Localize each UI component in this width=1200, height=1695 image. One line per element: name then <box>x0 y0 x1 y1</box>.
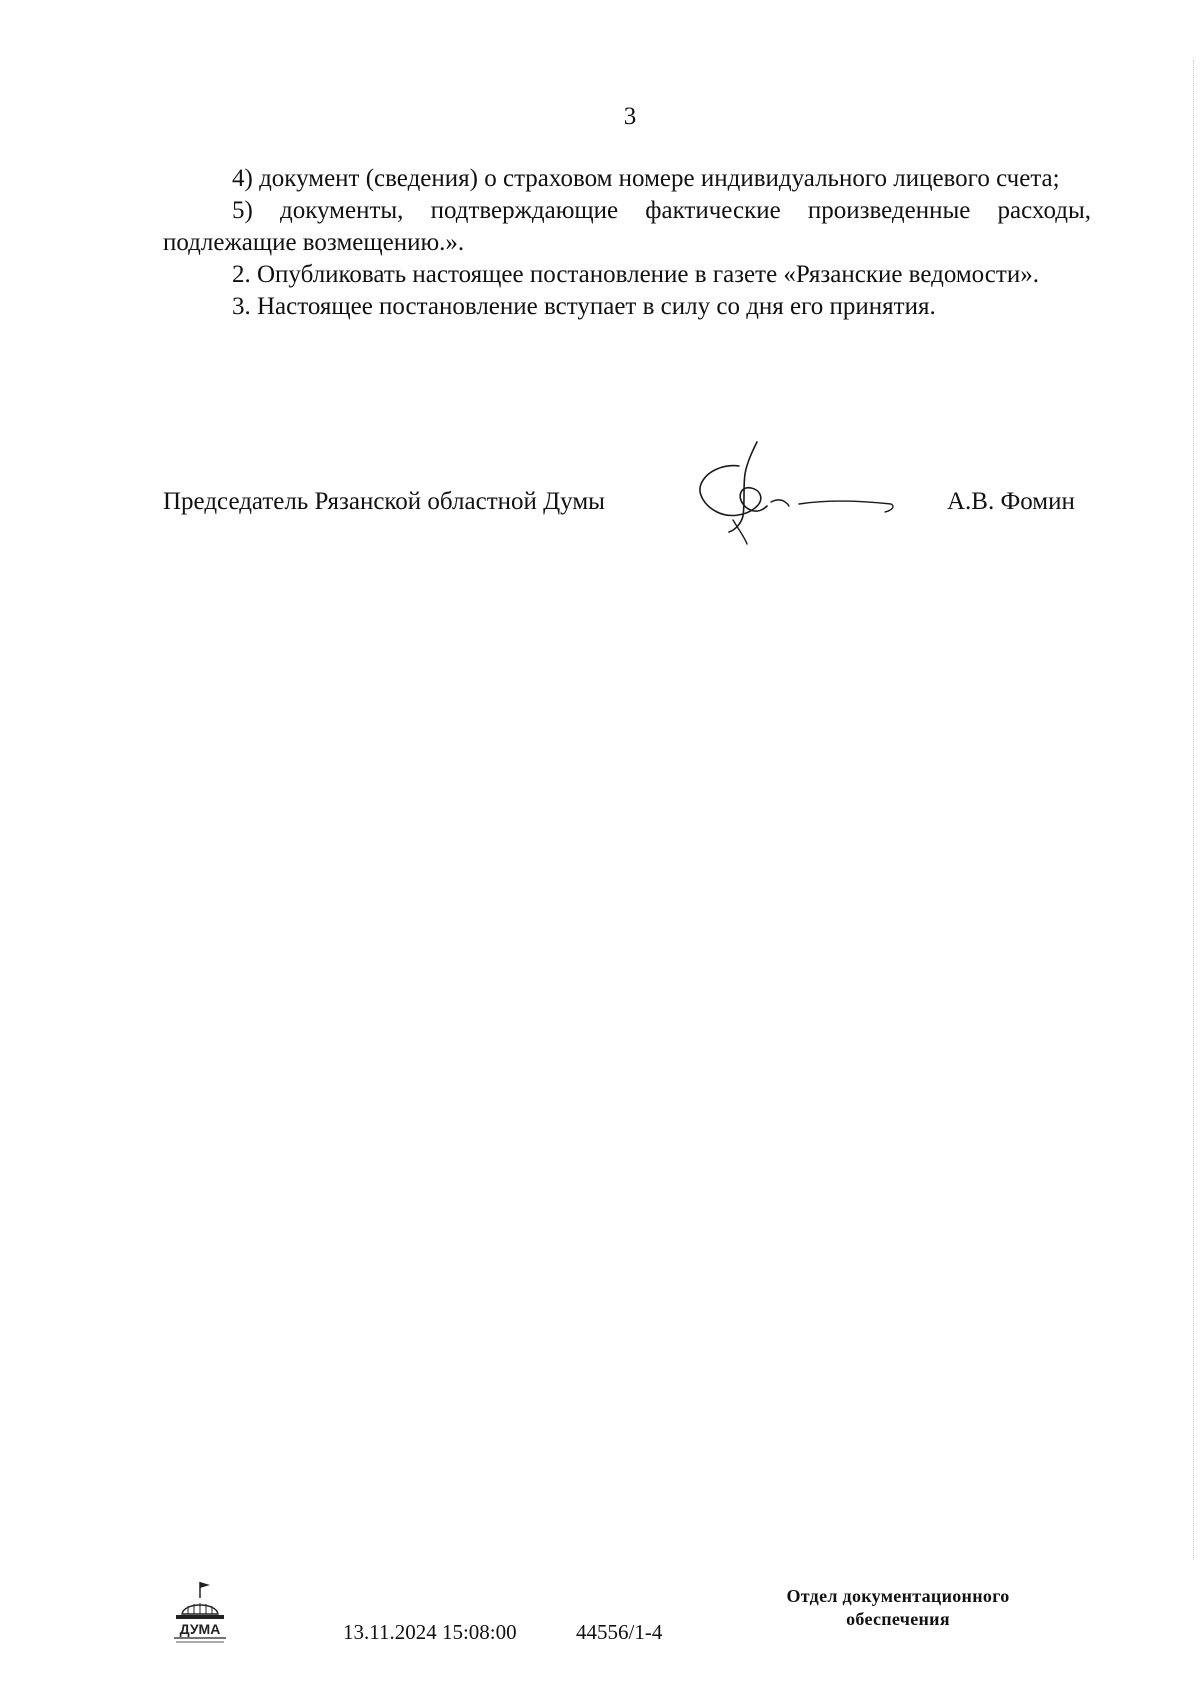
registration-datetime: 13.11.2024 15:08:00 <box>343 1620 517 1644</box>
scan-edge-artifact <box>1191 60 1194 1560</box>
registration-number: 44556/1-4 <box>576 1620 663 1644</box>
signatory-name: А.В. Фомин <box>947 488 1075 515</box>
paragraph-effective: 3. Настоящее постановление вступает в силу со дня его принятия. <box>232 293 936 320</box>
department-stamp: Отдел документационного обеспечения <box>786 1586 1010 1629</box>
duma-logo-icon <box>168 1578 232 1648</box>
logo-text: ДУМА <box>179 1621 221 1637</box>
page-number: 3 <box>623 103 637 130</box>
signatory-title: Председатель Рязанской областной Думы <box>163 488 605 515</box>
document-body <box>163 163 1091 323</box>
paragraph-publish: 2. Опубликовать настоящее постановление в газете «Рязанские ведомости». <box>232 261 1039 288</box>
paragraph-item-5: 5) документы, подтверждающие фактические произведенные расходы, подлежащие возмещению.». <box>163 197 1091 256</box>
handwritten-signature <box>695 440 905 550</box>
paragraph-item-4: 4) документ (сведения) о страховом номере индивидуального лицевого счета; <box>232 165 1060 192</box>
